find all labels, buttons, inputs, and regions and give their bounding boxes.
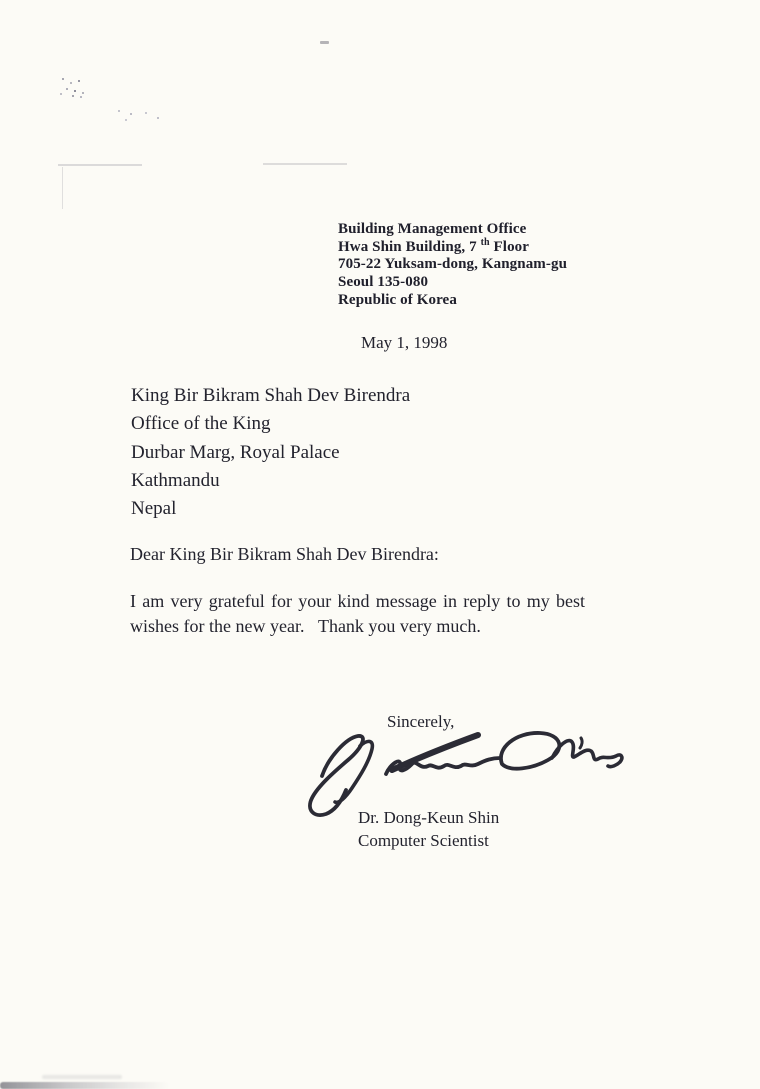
- sender-org: Building Management Office: [338, 221, 527, 237]
- body-line: I am very grateful for your kind message in reply to my best: [130, 591, 585, 611]
- signature-block: [358, 806, 499, 852]
- sender-country: Republic of Korea: [338, 291, 457, 308]
- recipient-city: Kathmandu: [131, 469, 220, 491]
- recipient-address-block: [131, 382, 410, 523]
- scan-fold-line: [62, 167, 63, 209]
- scan-noise-speckles: [0, 0, 2, 2]
- closing-word: Sincerely,: [387, 712, 455, 731]
- sender-address-block: [338, 221, 567, 310]
- sender-city: Seoul 135-080: [338, 274, 429, 291]
- scan-edge-smudge: [0, 1082, 170, 1089]
- ordinal-superscript: th: [480, 236, 490, 248]
- scan-streak: [263, 163, 347, 165]
- sender-street: 705-22 Yuksam-dong, Kangnam-gu: [338, 256, 568, 273]
- sender-building: Hwa Shin Building, 7 $^{th}$ Floor: [338, 236, 530, 255]
- scan-streak: [58, 164, 142, 166]
- recipient-country: Nepal: [131, 498, 177, 520]
- signer-name: Dr. Dong-Keun Shin: [358, 808, 500, 827]
- recipient-street: Durbar Marg, Royal Palace: [131, 441, 340, 463]
- body-line: wishes for the new year. Thank you very much.: [130, 616, 481, 637]
- letter-body: [130, 589, 585, 640]
- recipient-name: King Bir Bikram Shah Dev Birendra: [131, 385, 411, 406]
- recipient-office: Office of the King: [131, 413, 271, 435]
- scan-edge-smudge: [42, 1075, 122, 1079]
- signer-title: Computer Scientist: [358, 831, 489, 850]
- scan-mark: [320, 41, 329, 44]
- letter-date: May 1, 1998: [361, 333, 448, 352]
- salutation: Dear King Bir Bikram Shah Dev Birendra:: [130, 544, 439, 564]
